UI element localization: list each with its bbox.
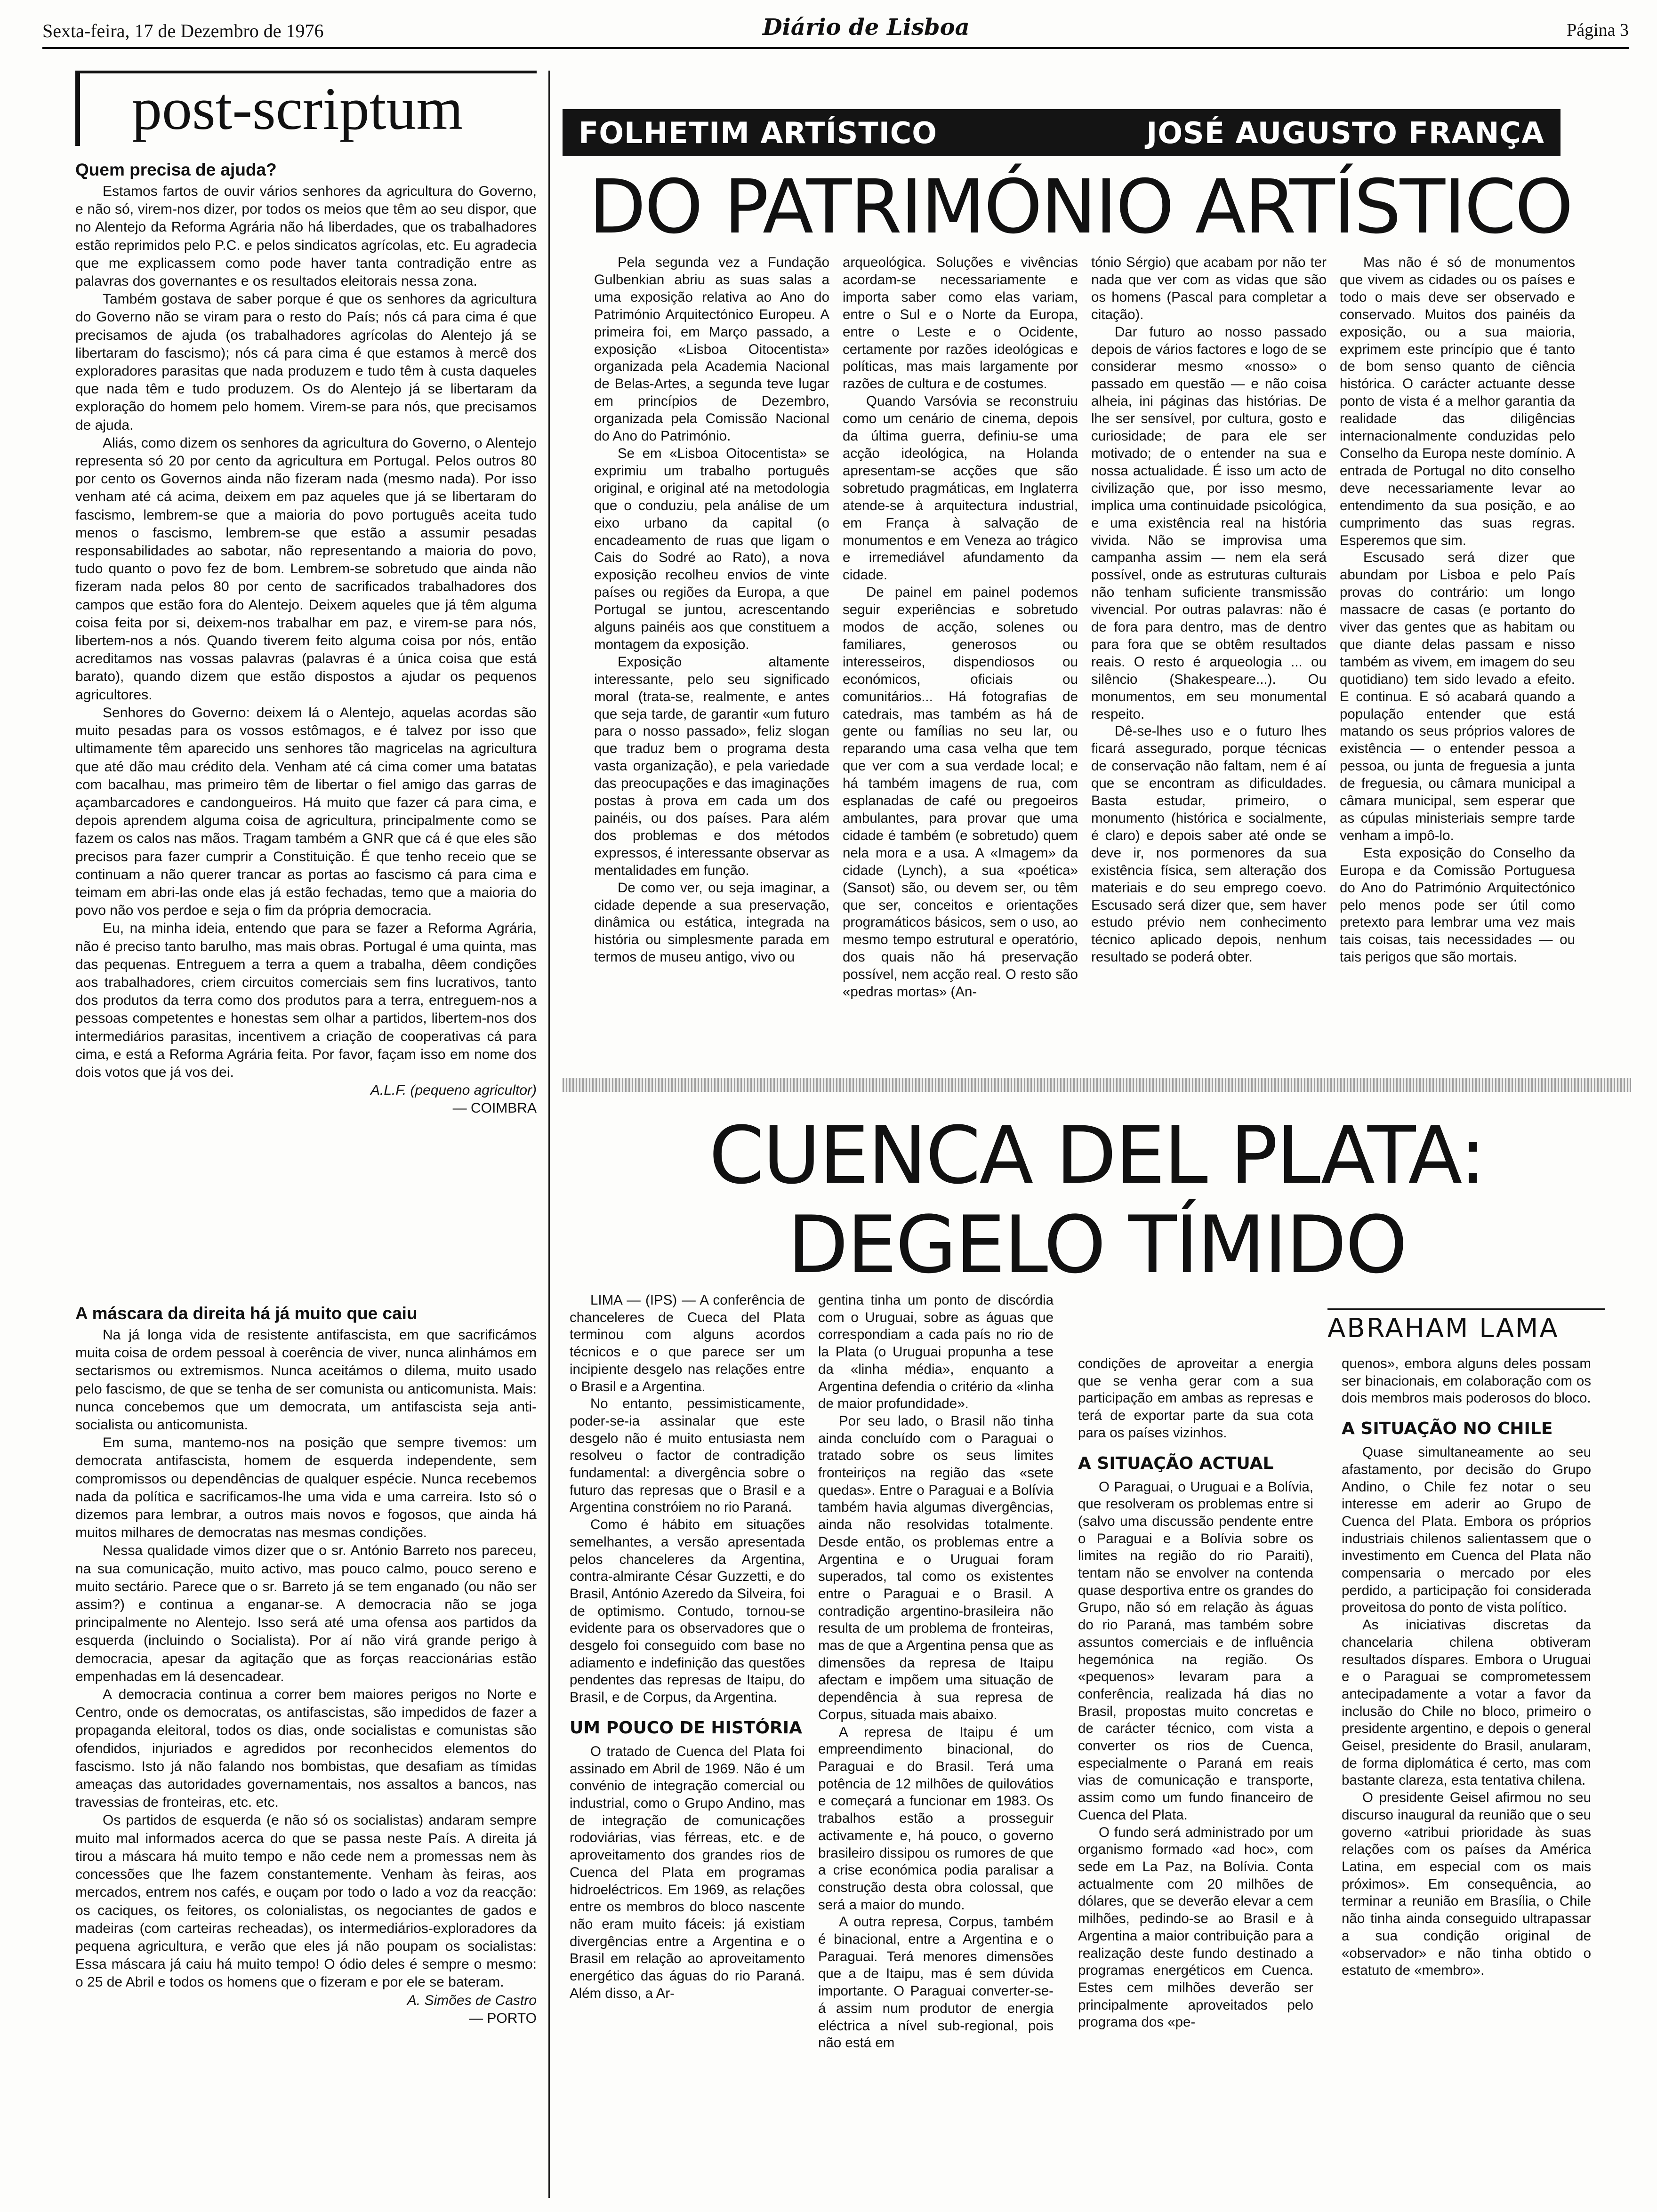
postscriptum-column	[75, 71, 537, 2198]
folhetim-paragraph: De como ver, ou seja imaginar, a cidade depende a sua preservação, dinâmica ou estática, integrada na história ou simplesmente parada em termos de museu antigo, vivo ou	[594, 880, 829, 965]
letter-1-paragraph: Senhores do Governo: deixem lá o Alentejo, aquelas acordas são muito pesadas para os vossos estômagos, e é talvez por isso que ultimamente têm aparecido uns senhores tão magricelas na agricultura que até dão mau crédito dela. Venham até cá cima comer uma batatas com bacalhau, mas primeiro têm de libertar o fiel amigo das garras de açambarcadores e candongueiros. Há muito que fazer cá para cima, e depois aprendem alguma coisa de agricultura, principalmente como se fazem os calos nas mãos. Tragam também a GNR que cá é que eles são precisos para fazer cumprir a Constituição. É que tenho receio que se continuam a não querer trancar as portas ao fascismo cá para cima e teimam em abri-las onde elas já estão fechadas, temo que a maioria do povo não vos perdoe e seja o fim da própria democracia.	[75, 705, 537, 919]
letter-1-paragraph: Estamos fartos de ouvir vários senhores da agricultura do Governo, e não só, virem-nos dizer, por todos os meios que têm ao seu dispor, que no Alentejo da Reforma Agrária não há liberdades, que os trabalhadores estão reprimidos pelo P.C. e pelos sindicatos agrícolas, etc. Eu agradecia que me explicassem como pode haver tanta contradição entre as palavras dos governantes e os resultados eleitorais nessa zona.	[75, 184, 537, 289]
folhetim-paragraph: Quando Varsóvia se reconstruiu como um cenário de cinema, depois da última guerra, definiu-se uma acção ideológica, na Holanda apresentam-se acções que são sobretudo pragmáticas, em Inglaterra atende-se à arquitectura industrial, em França à salvação de monumentos e em Veneza ao trágico e irremediável afundamento da cidade.	[843, 393, 1078, 583]
cuenca-headline-line-1: CUENCA DEL PLATA:	[708, 1109, 1485, 1202]
banner-author: JOSÉ AUGUSTO FRANÇA	[1146, 116, 1544, 150]
cuenca-paragraph: quenos», embora alguns deles possam ser binacionais, em colaboração com os dois membros mais poderosos do bloco.	[1342, 1356, 1591, 1406]
cuenca-paragraph: A represa de Itaipu é um empreendimento binacional, do Paraguai e do Brasil. Terá uma potência de 12 milhões de quilovátios e começará a funcionar em 1983. Os trabalhos estão a prosseguir activamente e, há pouco, o governo brasileiro dissipou os rumores de que a crise económica podia paralisar a construção desta obra colossal, que será a maior do mundo.	[818, 1724, 1054, 1913]
letter-1-heading: Quem precisa de ajuda?	[75, 160, 277, 179]
folhetim-paragraph: Se em «Lisboa Oitocentista» se exprimiu um trabalho português original, e original até na metodologia que o conduziu, pela análise de um eixo urbano da capital (o encadeamento de ruas que ligam o Cais do Sodré ao Rato), a nova exposição recolheu envios de vinte países ou regiões da Europa, a que Portugal se juntou, acrescentando alguns painéis aos que constituem a montagem da exposição.	[594, 445, 829, 652]
letter-1-signature: A.L.F. (pequeno agricultor)	[370, 1082, 537, 1098]
letter-2-paragraph: Na já longa vida de resistente antifascista, em que sacrificámos muita coisa de ordem pessoal à coerência de viver, nunca alinhámos em sectarismos ou extremismos. Nunca aceitámos o dilema, muito usado pelo fascismo, de que se tenha de ser comunista ou anticomunista. Mais: nunca concebemos que um democrata, um antifascista seja anti-socialista ou anticomunista.	[75, 1327, 537, 1433]
masthead: Diário de Lisboa	[763, 14, 970, 40]
page-number: Página 3	[1567, 20, 1629, 40]
cuenca-paragraph: Por seu lado, o Brasil não tinha ainda concluído com o Paraguai o tratado sobre os seus limites fronteiriços na região das «sete quedas». Entre o Paraguai e a Bolívia também havia algumas divergências, ainda não resolvidas totalmente. Desde então, os problemas entre a Argentina e o Uruguai foram superados, tal como os existentes entre o Paraguai e o Brasil. A contradição argentino-brasileira não resulta de um problema de fronteiras, mas de que a Argentina pensa que as dimensões da represa de Itaipu afectam e impõem uma situação de dependência à sua represa de Corpus, situada mais abaixo.	[818, 1413, 1054, 1723]
folhetim-paragraph: arqueológica. Soluções e vivências acordam-se necessariamente e importa saber como elas variam, entre o Sul e o Norte da Europa, entre o Leste e o Ocidente, certamente por razões ideológicas e políticas, mas mais largamente por razões de cultura e de costumes.	[843, 255, 1078, 392]
letter-2-place: — PORTO	[469, 2010, 537, 2026]
cuenca-byline: ABRAHAM LAMA	[1327, 1308, 1605, 1344]
cuenca-column-4	[1342, 1355, 1591, 1980]
folhetim-paragraph: Escusado será dizer que abundam por Lisboa e pelo País provas do contrário: um longo massacre de casas (e portanto do viver das gentes que as habitam ou que diante delas passam e nisso também as vivem, em imagem do seu quotidiano) tem sido levado a efeito. E continua. E só acabará quando a população entender que está matando os seus próprios valores de existência — o entender pessoa a pessoa, ou junta de freguesia a junta de freguesia, ou câmara municipal a câmara municipal, sem esperar que as cúpulas ministeriais sempre tarde venham a impô-lo.	[1340, 550, 1575, 843]
column-divider	[548, 71, 550, 2198]
folhetim-paragraph: Dê-se-lhes uso e o futuro lhes ficará assegurado, porque técnicas de conservação não faltam, nem é aí que se encontram as dificuldades. Basta estudar, primeiro, o monumento (histórica e socialmente, é claro) e depois saber até onde se deve ir, nos pormenores da sua existência física, sem alteração dos materiais e do seu emprego coevo. Escusado será dizer que, sem haver estudo prévio nem conhecimento técnico aplicado depois, nenhum resultado se poderá obter.	[1091, 723, 1327, 965]
cuenca-paragraph: A outra represa, Corpus, também é binacional, entre a Argentina e o Paraguai. Terá menores dimensões que a de Itaipu, mas é sem dúvida importante. O Paraguai converter-se-á assim num produtor de energia eléctrica a nível sub-regional, pois não está em	[818, 1914, 1054, 2051]
folhetim-column-2	[843, 254, 1078, 1001]
cuenca-paragraph: No entanto, pessimisticamente, poder-se-ia assinalar que este desgelo não é muito entusiasta nem resolveu o factor de contradição fundamental: a divergência sobre o futuro das represas que o Brasil e a Argentina constróiem no rio Paraná.	[570, 1396, 805, 1515]
cuenca-headline	[563, 1111, 1631, 1290]
folhetim-column-4	[1340, 254, 1575, 966]
folhetim-paragraph: Pela segunda vez a Fundação Gulbenkian abriu as suas salas a uma exposição relativa ao Ano do Património Arquitectónico Europeu. A primeira foi, em Março passado, a exposição «Lisboa Oitocentista» organizada pela Academia Nacional de Belas-Artes, a segunda teve lugar em princípios de Dezembro, organizada pela Comissão Nacional do Ano do Património.	[594, 255, 829, 444]
cuenca-column-2	[818, 1292, 1054, 2052]
folhetim-banner	[563, 109, 1560, 156]
cuenca-column-3	[1078, 1355, 1313, 2031]
halftone-separator	[563, 1078, 1631, 1092]
subhead-situacao-actual: A SITUAÇÃO ACTUAL	[1078, 1453, 1274, 1473]
letter-2-paragraph: Em suma, mantemo-nos na posição que sempre tivemos: um democrata antifascista, homem de esquerda independente, sem compromissos ou dependências de qualquer espécie. Nunca recebemos nada da política e sacrificamos-lhe uma vida e uma carreira. Isto só o dizemos para lembrar, a outros mais novos e fogosos, que ainda há muitos milhares de democratas nas mesmas condições.	[75, 1435, 537, 1541]
folhetim-column-3	[1091, 254, 1327, 966]
letter-1-place: — COIMBRA	[452, 1100, 537, 1116]
cuenca-column-1	[570, 1292, 805, 2002]
folhetim-paragraph: Esta exposição do Conselho da Europa e da Comissão Portuguesa do Ano do Património Arquitectónico pelo menos pode ser útil como pretexto para lembrar uma vez mais tais coisas, tais necessidades — ou tais perigos que são mortais.	[1340, 845, 1575, 965]
cuenca-headline-line-2: DEGELO TÍMIDO	[787, 1199, 1407, 1291]
folhetim-title: DO PATRIMÓNIO ARTÍSTICO	[588, 164, 1572, 250]
letter-2-paragraph: Os partidos de esquerda (e não só os socialistas) andaram sempre muito mal informados acerca do que se passa neste País. A direita já tirou a máscara há muito tempo e não cede nem a promessas nem às concessões que lhe fazem constantemente. Venham às feiras, aos mercados, entrem nos cafés, e ouçam por todo o lado a voz da reacção: os caciques, os feitores, os colonialistas, os negociantes de gados e madeiras (com carteiras recheadas), os intermediários-exploradores da pequena agricultura, e verão que eles já não poupam os socialistas: Essa máscara já caiu há muito tempo! O ódio deles é sempre o mesmo: o 25 de Abril e todos os homens que o fizeram e por ele se bateram.	[75, 1812, 537, 1990]
issue-date: Sexta-feira, 17 de Dezembro de 1976	[42, 20, 324, 41]
letter-1-body	[75, 183, 537, 1082]
subhead-situacao-chile: A SITUAÇÃO NO CHILE	[1342, 1419, 1553, 1439]
letter-1-paragraph: Também gostava de saber porque é que os senhores da agricultura do Governo não se viram para o resto do País; nós cá para cima é que precisamos de ajuda (os trabalhadores agrícolas do Alentejo já se libertaram do fascismo); nós cá para cima é que estamos à mercê dos exploradores parasitas que nada produzem e tudo têm à custa daqueles que nada têm e tudo produzem. Os do Alentejo já se libertaram da exploração do homem pelo homem. Virem-se para nós, que precisamos de ajuda.	[75, 291, 537, 433]
letter-2-heading: A máscara da direita há já muito que caiu	[75, 1304, 418, 1323]
page-header	[42, 14, 1629, 49]
subhead-historia: UM POUCO DE HISTÓRIA	[570, 1718, 802, 1738]
postscriptum-title: post-scriptum	[75, 71, 537, 146]
folhetim-column-1	[594, 254, 829, 966]
cuenca-paragraph: Quase simultaneamente ao seu afastamento, por decisão do Grupo Andino, o Chile fez notar o seu interesse em aderir ao Grupo de Cuenca del Plata. Embora os próprios industriais chilenos salientassem que o investimento em Cuenca del Plata não compensaria o mercado por eles perdido, a participação foi considerada proveitosa do ponto de vista político.	[1342, 1444, 1591, 1616]
folhetim-paragraph: tónio Sérgio) que acabam por não ter nada que ver com as vidas que são os homens (Pascal para completar a citação).	[1091, 255, 1327, 322]
cuenca-paragraph: condições de aproveitar a energia que se venha gerar com a sua participação em ambas as represas e terá de exportar parte da sua cota para os países vizinhos.	[1078, 1356, 1313, 1441]
folhetim-paragraph: Mas não é só de monumentos que vivem as cidades ou os países e todo o mais deve ser observado e conservado. Muitos dos painéis da exposição, ou a sua maioria, exprimem este princípio que é tanto de bom senso quanto de ciência histórica. O carácter actuante desse ponto de vista é a melhor garantia da realidade das diligências internacionalmente conduzidas pelo Conselho da Europa neste domínio. A entrada de Portugal no dito conselho deve necessariamente levar ao entendimento da sua posição, e ao cumprimento das suas regras. Esperemos que sim.	[1340, 255, 1575, 548]
letter-1-paragraph: Eu, na minha ideia, entendo que para se fazer a Reforma Agrária, não é preciso tanto barulho, mas mais obras. Portugal é uma quinta, mas das pequenas. Entreguem a terra a quem a trabalha, dêem condições aos trabalhadores, criem circuitos comerciais sem fins lucrativos, tanto dos produtos da terra como dos produtos para a terra, entreguem-nos a pessoas competentes e honestas sem olhar a partidos, libertem-nos dos intermediários parasitas, incentivem a criação de cooperativas cá para cima, e está a Reforma Agrária feita. Por favor, façam isso em nome dos dois votos que já vos dei.	[75, 921, 537, 1080]
cuenca-paragraph: O presidente Geisel afirmou no seu discurso inaugural da reunião que o seu governo «atribui prioridade às suas relações com os países da América Latina, em especial com os mais próximos». Em consequência, ao terminar a reunião em Brasília, o Chile não tinha ainda conseguido ultrapassar a sua condição original de «observador» e não tinha obtido o estatuto de «membro».	[1342, 1790, 1591, 1979]
cuenca-paragraph: As iniciativas discretas da chancelaria chilena obtiveram resultados díspares. Embora o Uruguai e o Paraguai se comprometessem antecipadamente a votar a favor da inclusão do Chile no bloco, primeiro o presidente argentino, e depois o general Geisel, presidente do Brasil, anularam, de forma diplomática é certo, mas com bastante clareza, esta tentativa chilena.	[1342, 1617, 1591, 1788]
cuenca-paragraph: O tratado de Cuenca del Plata foi assinado em Abril de 1969. Não é um convénio de integração comercial ou industrial, como o Grupo Andino, mas de integração de comunicações rodoviárias, vias férreas, etc. e de aproveitamento dos grandes rios de Cuenca del Plata em programas hidroeléctricos. Em 1969, as relações entre os membros do bloco nascente não eram muito fáceis: já existiam divergências entre a Argentina e o Brasil em relação ao aproveitamento energético das águas do rio Paraná. Além disso, a Ar-	[570, 1743, 805, 2001]
letter-2-body	[75, 1326, 537, 1992]
folhetim-paragraph: Dar futuro ao nosso passado depois de vários factores e logo de se considerar mesmo «nosso» o passado em questão — e não coisa alheia, ini páginas das histórias. De lhe ser sensível, por cultura, gosto e curiosidade; de para ele ser motivado; de o entender na sua e nossa actualidade. É isso um acto de civilização que, por isso mesmo, implica uma continuidade psicológica, e uma existência real na história vivida. Não se improvisa uma campanha assim — nem ela será possível, onde as estruturas culturais não tenham suficiente transmissão vivencial. Por outras palavras: não é de fora para dentro, mas de dentro para fora que se obtêm resultados reais. O resto é arqueologia ... ou silêncio (Shakespeare...). Ou monumentos, em seu monumental respeito.	[1091, 324, 1327, 722]
cuenca-paragraph: O Paraguai, o Uruguai e a Bolívia, que resolveram os problemas entre si (salvo uma discussão pendente entre o Paraguai e a Bolívia sobre os limites na região do rio Paraiti), tentam não se envolver na contenda quase desportiva entre os grandes do Grupo, não só em relação às águas do rio Paraná, mas também sobre assuntos comerciais e de influência hegemónica na região. Os «pequenos» levaram para a conferência, realizada há dias no Brasil, propostas muito concretas e de carácter técnico, com vista a converter os rios de Cuenca, especialmente o Paraná em reais vias de comunicação e transporte, assim como um fundo financeiro de Cuenca del Plata.	[1078, 1479, 1313, 1823]
letter-1	[75, 160, 537, 1117]
cuenca-paragraph: LIMA — (IPS) — A conferência de chanceleres de Cueca del Plata terminou com alguns acordos técnicos e o que parece ser um incipiente desgelo nas relações entre o Brasil e a Argentina.	[570, 1292, 805, 1395]
cuenca-paragraph: gentina tinha um ponto de discórdia com o Uruguai, sobre as águas que correspondiam a cada país no rio de la Plata (o Uruguai propunha a tese da «linha média», enquanto a Argentina defendia o critério da «linha de maior profundidade».	[818, 1292, 1054, 1412]
letter-2-paragraph: A democracia continua a correr bem maiores perigos no Norte e Centro, onde os democratas, os antifascistas, são impedidos de fazer a propaganda eleitoral, todos os dias, onde socialistas e comunistas são ofendidos, injuriados e agredidos por reconhecidos elementos do fascismo. Isto já não falando nos bombistas, que desafiam as tímidas ameaças das autoridades governamentais, nos assaltos a bancos, nas travessias de fronteiras, etc. etc.	[75, 1687, 537, 1811]
banner-section-name: FOLHETIM ARTÍSTICO	[579, 116, 937, 150]
letter-2	[75, 1304, 537, 2028]
letter-1-paragraph: Aliás, como dizem os senhores da agricultura do Governo, o Alentejo representa só 20 por cento da agricultura em Portugal. Pelos outros 80 por cento os Governos ainda não fizeram nada (mesmo nada). Por isso venham até cá acima, deixem em paz aqueles que já se libertaram do fascismo, lembrem-se que a maioria do povo português aceita tudo menos o fascismo, lembrem-se que estão a assumir pesadas responsabilidades ao sabotar, não representando a maioria do povo, tudo quanto o povo fez de bom. Lembrem-se sobretudo que ainda não fizeram nada pelos 80 por cento de sacrificados trabalhadores dos campos que estão fora do Alentejo. Deixem aqueles que já têm alguma coisa feita por si, deixem-nos trabalhar em paz, e virem-se para nós, libertem-nos a nós. Quando tiverem feito alguma coisa por nós, então acreditamos nas vossas palavras (palavras é a única coisa que está barato), quando dizem que estão dispostos a ajudar os pequenos agricultores.	[75, 435, 537, 703]
folhetim-paragraph: Exposição altamente interessante, pelo seu significado moral (trata-se, realmente, e antes que seja tarde, de garantir «um futuro para o nosso passado», feliz slogan que traduz bem o programa desta vasta organização), e pela variedade das preocupações e das imaginações postas à prova em cada um dos painéis, ou dos países. Para além dos problemas e dos métodos expressos, é interessante observar as mentalidades em função.	[594, 654, 829, 878]
folhetim-paragraph: De painel em painel podemos seguir experiências e sobretudo modos de acção, solenes ou familiares, generosos ou interesseiros, dispendiosos ou económicos, oficiais ou comunitários... Há fotografias de catedrais, mas também as há de gente ou famílias no seu lar, ou reparando uma casa velha que tem que ver com a sua verdade local; e há também imagens de rua, com esplanadas de café ou pregoeiros ambulantes, para provar que uma cidade é também (e sobretudo) quem nela mora e a usa. A «Imagem» da cidade (Lynch), a sua «poética» (Sansot) são, ou devem ser, ou têm que ser, conceitos e orientações programáticos básicos, sem o uso, ao mesmo tempo estrutural e operatório, dos quais não há preservação possível, nem acção real. O resto são «pedras mortas» (An-	[843, 585, 1078, 1000]
letter-2-paragraph: Nessa qualidade vimos dizer que o sr. António Barreto nos pareceu, na sua comunicação, muito activo, mas pouco calmo, pouco sereno e muito sectário. Parece que o sr. Barreto já se tem enganado (ou não ser assim?) e continua a enganar-se. A democracia não se joga principalmente no Alentejo. Isso será até uma ofensa aos partidos da esquerda (incluindo o Socialista). Por aí não virá grande perigo à democracia, apesar da agitação que as forças reaccionárias estão empenhadas em lá desencadear.	[75, 1543, 537, 1684]
letter-2-signature: A. Simões de Castro	[407, 1992, 537, 2008]
cuenca-paragraph: O fundo será administrado por um organismo formado «ad hoc», com sede em La Paz, na Bolívia. Conta actualmente com 20 milhões de dólares, que se deverão elevar a cem milhões, pedindo-se ao Brasil e à Argentina a maior contribuição para a realização deste fundo destinado a programas energéticos em Cuenca. Estes cem milhões deverão ser principalmente aproveitados pelo programa dos «pe-	[1078, 1824, 1313, 2030]
cuenca-paragraph: Como é hábito em situações semelhantes, a versão apresentada pelos chanceleres da Argentina, contra-almirante César Guzzetti, e do Brasil, António Azeredo da Silveira, foi de optimismo. Contudo, tornou-se evidente para os observadores que o desgelo foi conseguido com base no adiamento e indefinição das questões pendentes das represas de Itaipu, do Brasil, e de Corpus, da Argentina.	[570, 1517, 805, 1706]
